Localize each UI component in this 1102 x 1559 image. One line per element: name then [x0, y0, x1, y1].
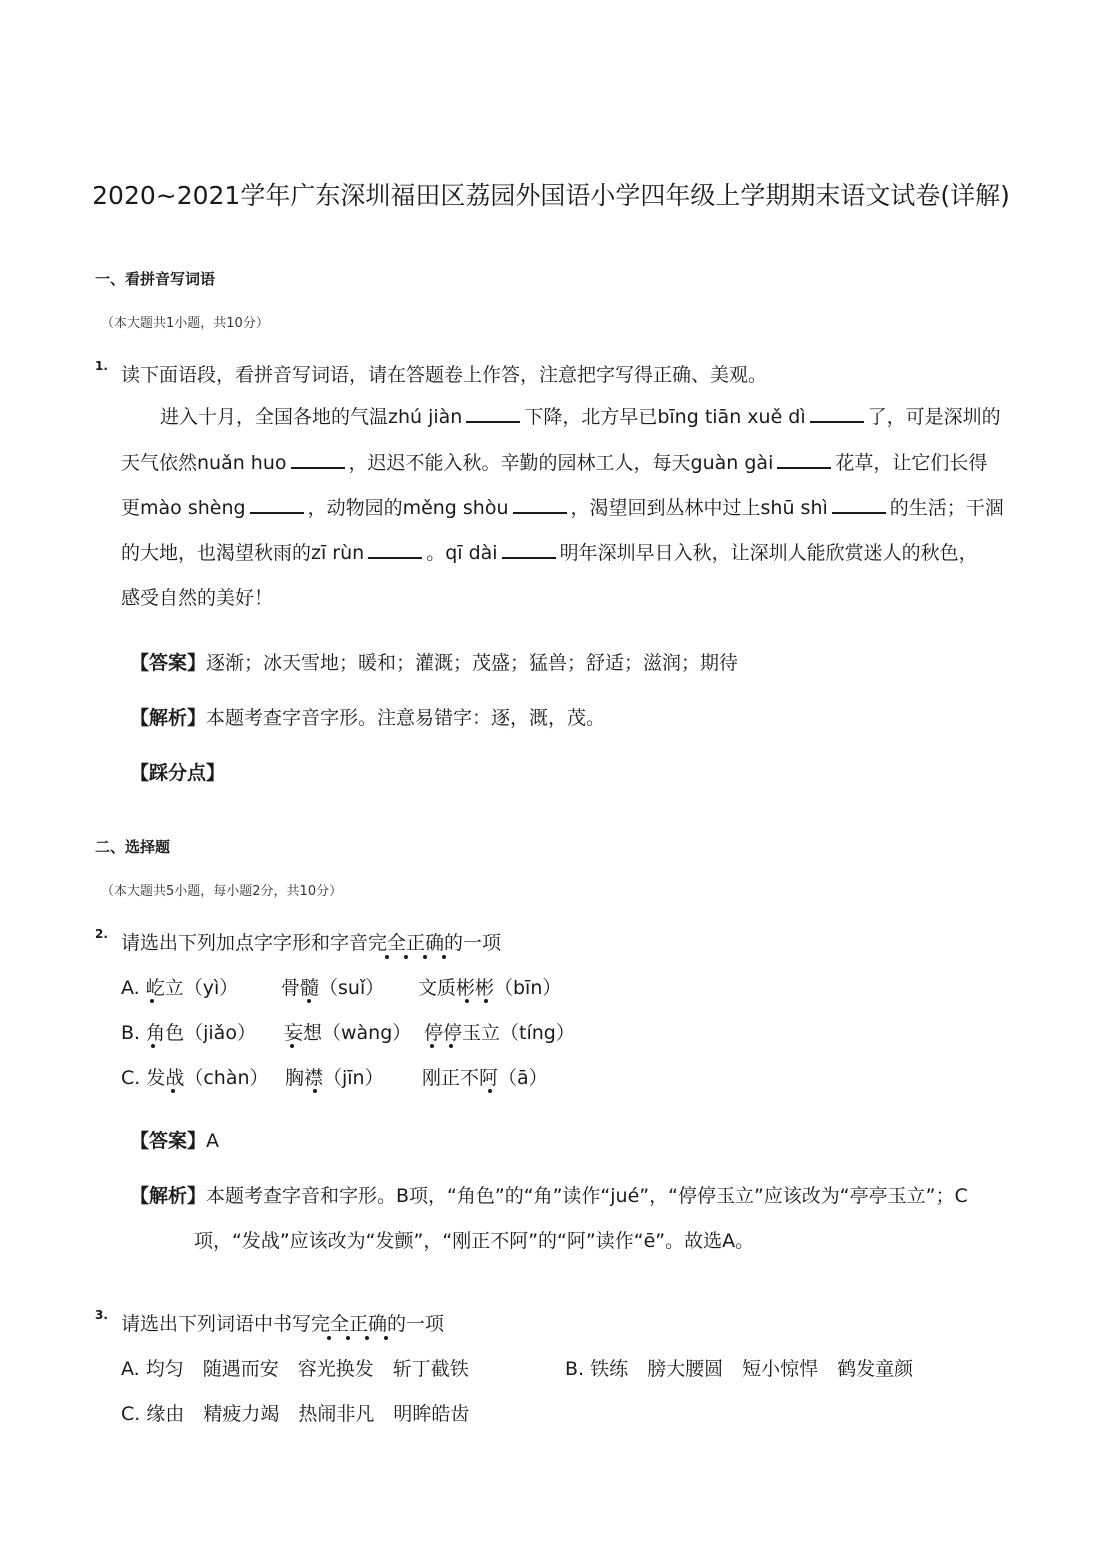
emphasis-dot: [171, 1089, 175, 1093]
answer-blank[interactable]: [466, 403, 520, 423]
answer-text: 逐渐；冰天雪地；暖和；灌溉；茂盛；猛兽；舒适；滋润；期待: [206, 652, 739, 674]
question-2-number: 2.: [95, 927, 108, 941]
question-1-answer: [130, 648, 738, 675]
emphasis-dot: [327, 1336, 331, 1340]
question-1-number: 1.: [95, 359, 108, 373]
question-1-passage-line-3: 更mào shèng ，动物园的měng shòu ，渴望回到丛林中过上shū shì 的生活；干涸: [121, 494, 1004, 521]
answer-blank[interactable]: [777, 449, 831, 469]
answer-blank[interactable]: [250, 494, 304, 514]
emphasis-dot: [404, 955, 408, 959]
section-1-heading: 一、看拼音写词语: [95, 270, 216, 288]
emphasis-dot: [313, 1089, 317, 1093]
section-2-note: （本大题共5小题，每小题2分，共10分）: [101, 884, 343, 899]
emphasis-dot: [151, 1044, 155, 1048]
answer-blank[interactable]: [513, 494, 567, 514]
answer-blank[interactable]: [368, 539, 422, 559]
emphasis-dot: [442, 955, 446, 959]
question-2-option-c-1[interactable]: C. 发战（chàn）: [121, 1067, 269, 1089]
emphasis-dot: [365, 1336, 369, 1340]
answer-text: A: [206, 1130, 220, 1152]
analysis-text: 本题考查字音字形。注意易错字：逐，溉，茂。: [206, 707, 606, 729]
question-2-option-a-3[interactable]: 文质彬彬（bīn）: [418, 977, 562, 999]
section-1-note: （本大题共1小题，共10分）: [101, 316, 269, 331]
answer-blank[interactable]: [810, 403, 864, 423]
question-1-scoring-points: [130, 758, 225, 785]
question-1-passage-line-2: 天气依然nuǎn huo ，迟迟不能入秋。辛勤的园林工人，每天guàn gài 花草，让它们长得: [121, 449, 987, 476]
answer-tag: 【答案】: [130, 1130, 207, 1152]
question-2-analysis: [130, 1181, 968, 1208]
question-3-stem: 请选出下列词语中书写完全正确的一项: [121, 1313, 445, 1335]
question-1-stem: 读下面语段，看拼音写词语，请在答题卷上作答，注意把字写得正确、美观。: [121, 364, 768, 386]
question-2-option-c-2[interactable]: 胸襟（jīn）: [285, 1067, 384, 1089]
question-3-option-b[interactable]: B. 铁练 膀大腰圆 短小惊悍 鹤发童颜: [565, 1358, 914, 1380]
emphasis-dot: [430, 1044, 434, 1048]
section-2-heading: 二、选择题: [95, 838, 171, 856]
answer-blank[interactable]: [502, 539, 556, 559]
document-title: 2020~2021学年广东深圳福田区荔园外国语小学四年级上学期期末语文试卷(详解): [92, 181, 1010, 210]
question-1-analysis: [130, 703, 605, 730]
question-2-option-b-1[interactable]: B. 角色（jiǎo）: [121, 1022, 256, 1044]
question-2-option-a-2[interactable]: 骨髓（suǐ）: [281, 977, 385, 999]
emphasis-dot: [488, 1089, 492, 1093]
question-2-answer: [130, 1126, 219, 1153]
analysis-text: 本题考查字音和字形。B项，“角色”的“角”读作“jué”，“停停玉立”应该改为“亭亭玉立”；C: [206, 1185, 968, 1207]
question-3-number: 3.: [95, 1308, 108, 1322]
question-2-option-b-2[interactable]: 妄想（wàng）: [284, 1022, 412, 1044]
question-2-option-b-3[interactable]: 停停玉立（tíng）: [424, 1022, 575, 1044]
scoring-points-tag: 【踩分点】: [130, 762, 226, 784]
question-3-option-a[interactable]: A. 均匀 随遇而安 容光换发 斩丁截铁: [121, 1358, 469, 1380]
emphasis-dot: [449, 1044, 453, 1048]
emphasis-dot: [307, 999, 311, 1003]
analysis-tag: 【解析】: [130, 707, 207, 729]
question-1-passage-line-4: 的大地，也渴望秋雨的zī rùn 。qī dài 明年深圳早日入秋，让深圳人能欣赏迷人的秋色，: [121, 539, 978, 566]
question-1-passage-line-1: 进入十月，全国各地的气温zhú jiàn 下降，北方早已bīng tiān xuě dì 了，可是深圳的: [160, 403, 1001, 430]
question-2-option-c-3[interactable]: 刚正不阿（ā）: [422, 1067, 548, 1089]
question-2-option-a-1[interactable]: A. 屹立（yì）: [121, 977, 239, 999]
emphasis-dot: [423, 955, 427, 959]
emphasis-dot: [465, 999, 469, 1003]
answer-blank[interactable]: [291, 449, 345, 469]
emphasis-dot: [385, 955, 389, 959]
question-2-analysis-continued: 项，“发战”应该改为“发颤”，“刚正不阿”的“阿”读作“ē”。故选A。: [194, 1230, 755, 1252]
emphasis-dot: [384, 1336, 388, 1340]
analysis-tag: 【解析】: [130, 1185, 207, 1207]
question-1-passage-line-5: 感受自然的美好！: [121, 587, 274, 609]
answer-blank[interactable]: [832, 494, 886, 514]
emphasis-dot: [346, 1336, 350, 1340]
emphasis-dot: [484, 999, 488, 1003]
question-3-option-c[interactable]: C. 缘由 精疲力竭 热闹非凡 明眸皓齿: [121, 1403, 470, 1425]
emphasis-dot: [290, 1044, 294, 1048]
emphasis-dot: [150, 999, 154, 1003]
question-2-stem: 请选出下列加点字字形和字音完全正确的一项: [121, 932, 502, 954]
answer-tag: 【答案】: [130, 652, 207, 674]
